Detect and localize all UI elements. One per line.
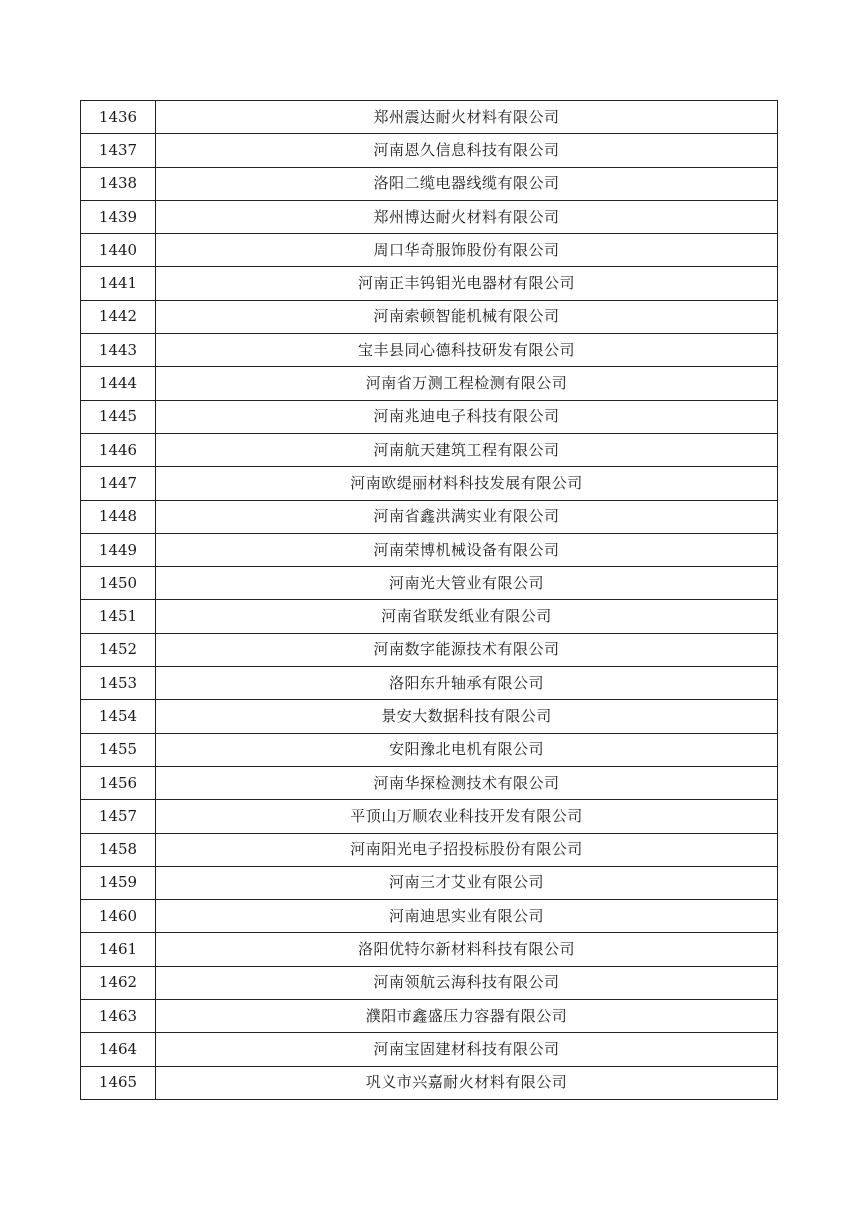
table-row (81, 500, 778, 533)
table-row (81, 367, 778, 400)
table-row (81, 1033, 778, 1066)
company-name: 河南迪思实业有限公司 (156, 900, 778, 933)
row-number: 1457 (81, 800, 156, 833)
table-row (81, 200, 778, 233)
company-name: 河南兆迪电子科技有限公司 (156, 400, 778, 433)
company-name: 郑州震达耐火材料有限公司 (156, 101, 778, 134)
row-number: 1441 (81, 267, 156, 300)
table-row (81, 567, 778, 600)
company-name: 河南恩久信息科技有限公司 (156, 134, 778, 167)
table-row (81, 267, 778, 300)
table-row (81, 134, 778, 167)
table-row (81, 167, 778, 200)
company-name: 景安大数据科技有限公司 (156, 700, 778, 733)
table-row (81, 433, 778, 466)
company-name: 河南正丰钨钼光电器材有限公司 (156, 267, 778, 300)
row-number: 1444 (81, 367, 156, 400)
company-name: 河南华探检测技术有限公司 (156, 766, 778, 799)
company-name: 河南三才艾业有限公司 (156, 866, 778, 899)
table-row (81, 966, 778, 999)
row-number: 1448 (81, 500, 156, 533)
company-name: 巩义市兴嘉耐火材料有限公司 (156, 1066, 778, 1099)
company-name: 洛阳优特尔新材料科技有限公司 (156, 933, 778, 966)
row-number: 1439 (81, 200, 156, 233)
row-number: 1463 (81, 1000, 156, 1033)
row-number: 1447 (81, 467, 156, 500)
table-row (81, 1000, 778, 1033)
row-number: 1453 (81, 667, 156, 700)
row-number: 1460 (81, 900, 156, 933)
row-number: 1449 (81, 533, 156, 566)
company-name: 河南欧缇丽材料科技发展有限公司 (156, 467, 778, 500)
company-list-table (80, 100, 778, 1100)
table-row (81, 533, 778, 566)
table-row (81, 633, 778, 666)
table-row (81, 667, 778, 700)
row-number: 1465 (81, 1066, 156, 1099)
row-number: 1459 (81, 866, 156, 899)
company-name: 河南宝固建材科技有限公司 (156, 1033, 778, 1066)
company-name: 周口华奇服饰股份有限公司 (156, 234, 778, 267)
row-number: 1438 (81, 167, 156, 200)
row-number: 1440 (81, 234, 156, 267)
company-name: 河南省联发纸业有限公司 (156, 600, 778, 633)
table-row (81, 467, 778, 500)
row-number: 1462 (81, 966, 156, 999)
company-name: 洛阳东升轴承有限公司 (156, 667, 778, 700)
row-number: 1452 (81, 633, 156, 666)
company-name: 河南数字能源技术有限公司 (156, 633, 778, 666)
row-number: 1458 (81, 833, 156, 866)
table-row (81, 866, 778, 899)
table-row (81, 1066, 778, 1099)
table-row (81, 101, 778, 134)
row-number: 1461 (81, 933, 156, 966)
table-body (81, 101, 778, 1100)
table-row (81, 766, 778, 799)
row-number: 1455 (81, 733, 156, 766)
row-number: 1445 (81, 400, 156, 433)
company-name: 河南阳光电子招投标股份有限公司 (156, 833, 778, 866)
row-number: 1464 (81, 1033, 156, 1066)
table-row (81, 800, 778, 833)
company-name: 宝丰县同心德科技研发有限公司 (156, 334, 778, 367)
company-name: 安阳豫北电机有限公司 (156, 733, 778, 766)
company-name: 河南航天建筑工程有限公司 (156, 433, 778, 466)
company-name: 濮阳市鑫盛压力容器有限公司 (156, 1000, 778, 1033)
row-number: 1450 (81, 567, 156, 600)
company-name: 河南领航云海科技有限公司 (156, 966, 778, 999)
table-row (81, 700, 778, 733)
table-row (81, 400, 778, 433)
company-name: 河南索顿智能机械有限公司 (156, 300, 778, 333)
row-number: 1456 (81, 766, 156, 799)
row-number: 1451 (81, 600, 156, 633)
row-number: 1442 (81, 300, 156, 333)
company-name: 河南省万测工程检测有限公司 (156, 367, 778, 400)
row-number: 1446 (81, 433, 156, 466)
company-name: 河南光大管业有限公司 (156, 567, 778, 600)
company-name: 平顶山万顺农业科技开发有限公司 (156, 800, 778, 833)
table-row (81, 600, 778, 633)
table-row (81, 234, 778, 267)
row-number: 1454 (81, 700, 156, 733)
table-row (81, 733, 778, 766)
company-name: 河南省鑫洪满实业有限公司 (156, 500, 778, 533)
company-name: 洛阳二缆电器线缆有限公司 (156, 167, 778, 200)
row-number: 1436 (81, 101, 156, 134)
table-row (81, 833, 778, 866)
company-name: 河南荣博机械设备有限公司 (156, 533, 778, 566)
table-row (81, 933, 778, 966)
table-row (81, 300, 778, 333)
row-number: 1443 (81, 334, 156, 367)
table-row (81, 900, 778, 933)
table-row (81, 334, 778, 367)
company-name: 郑州博达耐火材料有限公司 (156, 200, 778, 233)
row-number: 1437 (81, 134, 156, 167)
